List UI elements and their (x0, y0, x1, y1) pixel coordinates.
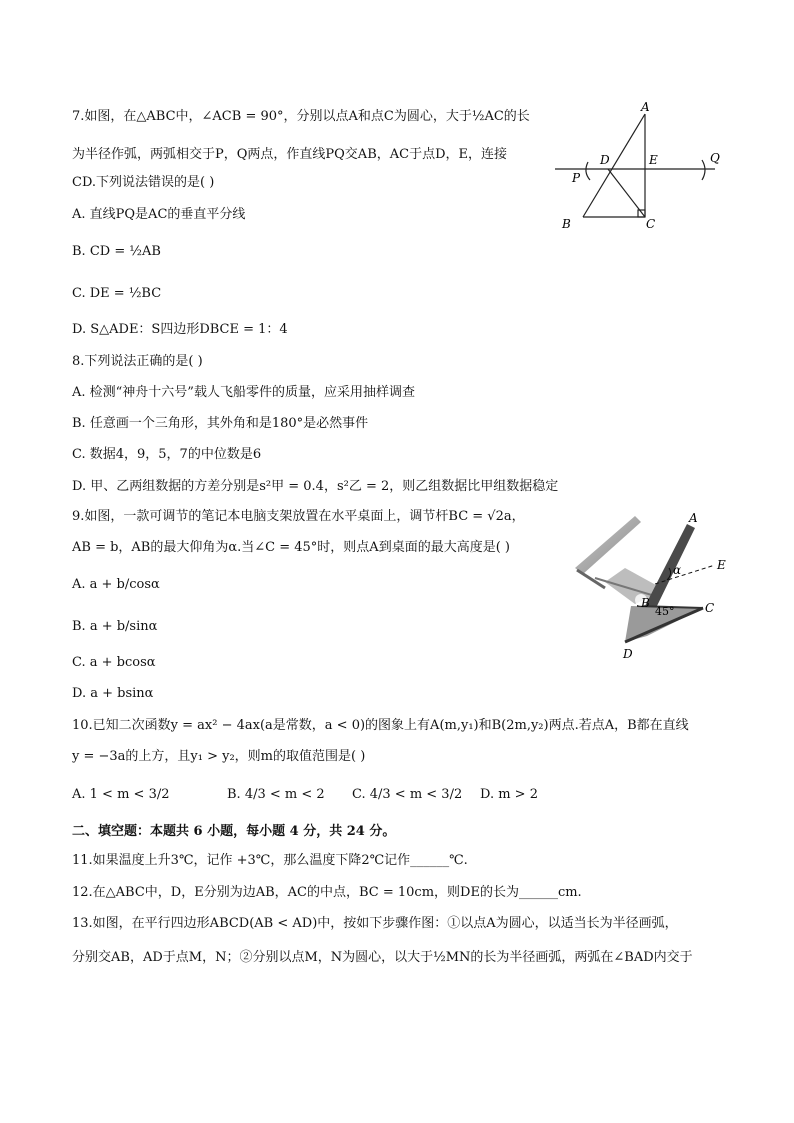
q7-option-b: B. CD = ½AB (72, 244, 161, 259)
arc-q (702, 160, 705, 180)
label-c: C (646, 217, 656, 231)
q10-option-d: D. m > 2 (480, 787, 538, 802)
label-alpha: α (673, 563, 682, 577)
label-d: D (623, 647, 633, 661)
q7-triangle-figure (550, 100, 730, 235)
q8-option-b: B. 任意画一个三角形，其外角和是180°是必然事件 (72, 416, 369, 431)
side-ab (583, 114, 645, 217)
q7-stem-line3: CD.下列说法错误的是( ) (72, 175, 215, 190)
q7-stem-line1: 7.如图，在△ABC中，∠ACB = 90°，分别以点A和点C为圆心，大于½AC的长 (72, 109, 530, 124)
q10-stem-line2: y = −3a的上方，且y₁ > y₂，则m的取值范围是( ) (72, 749, 366, 764)
q10-stem-line1: 10.已知二次函数y = ax² − 4ax(a是常数，a < 0)的图象上有A(m,y₁)和B(2m,y₂)两点.若点A，B都在直线 (72, 718, 689, 733)
label-a: A (689, 511, 698, 525)
label-d: D (600, 153, 610, 167)
q10-option-c: C. 4/3 < m < 3/2 (352, 787, 463, 802)
q12-stem: 12.在△ABC中，D，E分别为边AB，AC的中点，BC = 10cm，则DE的长为______cm. (72, 885, 582, 900)
label-angle-45: 45° (655, 605, 675, 618)
q9-option-c: C. a + bcosα (72, 655, 156, 670)
q8-option-d: D. 甲、乙两组数据的方差分别是s²甲 = 0.4，s²乙 = 2，则乙组数据比甲组数据稳定 (72, 479, 559, 494)
label-b: B (562, 217, 571, 231)
q10-option-b: B. 4/3 < m < 2 (227, 787, 325, 802)
q9-option-d: D. a + bsinα (72, 686, 154, 701)
q7-option-a: A. 直线PQ是AC的垂直平分线 (72, 207, 246, 222)
label-c: C (705, 601, 715, 615)
q7-stem-line2: 为半径作弧，两弧相交于P，Q两点，作直线PQ交AB，AC于点D，E，连接 (72, 147, 507, 162)
label-p: P (572, 171, 581, 185)
section-fill-in-heading: 二、填空题：本题共 6 小题，每小题 4 分，共 24 分。 (72, 824, 396, 839)
q8-stem: 8.下列说法正确的是( ) (72, 354, 203, 369)
label-e: E (649, 153, 658, 167)
stand-back-frame (575, 516, 665, 604)
q13-stem-line1: 13.如图，在平行四边形ABCD(AB < AD)中，按如下步骤作图：①以点A为圆心，以适当长为半径画弧， (72, 916, 678, 931)
label-q: Q (710, 151, 720, 165)
q9-stem-line2: AB = b，AB的最大仰角为α.当∠C = 45°时，则点A到桌面的最大高度是( ) (72, 540, 510, 555)
q9-option-b: B. a + b/sinα (72, 619, 158, 634)
arc-p (586, 162, 590, 180)
q8-option-c: C. 数据4，9，5，7的中位数是6 (72, 447, 262, 462)
q7-option-d: D. S△ADE：S四边形DBCE = 1：4 (72, 322, 288, 337)
label-b: B (641, 596, 650, 610)
q8-option-a: A. 检测“神舟十六号”载人飞船零件的质量，应采用抽样调查 (72, 385, 415, 400)
q9-laptop-stand-figure (565, 508, 740, 663)
q9-stem-line1: 9.如图，一款可调节的笔记本电脑支架放置在水平桌面上，调节杆BC = √2a， (72, 509, 525, 524)
q7-option-c: C. DE = ½BC (72, 286, 162, 301)
q13-stem-line2: 分别交AB，AD于点M，N；②分别以点M，N为圆心，以大于½MN的长为半径画弧，两弧在∠BAD内交于 (72, 950, 693, 965)
label-e: E (717, 558, 726, 572)
q9-option-a: A. a + b/cosα (72, 577, 160, 592)
q10-option-a: A. 1 < m < 3/2 (72, 787, 170, 802)
label-a: A (641, 100, 650, 114)
q11-stem: 11.如果温度上升3℃，记作 +3℃，那么温度下降2℃记作______℃. (72, 853, 468, 868)
